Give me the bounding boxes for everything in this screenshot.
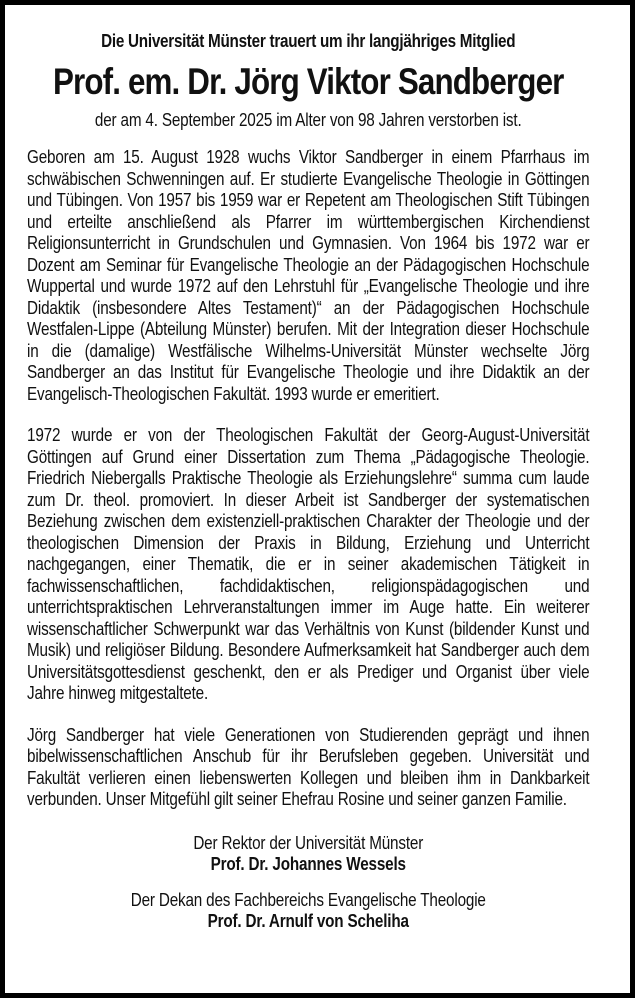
signature-dean bbox=[27, 890, 589, 932]
obituary-content bbox=[5, 5, 589, 932]
signature-role-rector: Der Rektor der Universität Münster bbox=[193, 832, 424, 853]
obituary-paragraph-2: 1972 wurde er von der Theologischen Fakultät der Georg-August-Universität Göttingen auf Grund einer Dissertation zum Thema „Pädagogische Theologie. Friedrich Niebergalls Praktische Theologie als Erziehungslehre“ summa cum laude zum Dr. theol. promoviert. In dieser Arbeit ist Sandberger der systematischen Beziehung zwischen dem existenziell-praktischen Charakter der Theologie und der theologischen Dimension der Praxis in Bildung, Erziehung und Unterricht nachgegangen, einer Thematik, die er in seiner akademischen Tätigkeit in fachwissenschaftlichen, fachdidaktischen, religionspädagogischen und unterrichtspraktischen Lehrveranstaltungen immer im Auge hatte. Ein weiterer wissenschaftlicher Schwerpunkt war das Verhältnis von Kunst (bildender Kunst und Musik) und religiöser Bildung. Besondere Aufmerksamkeit hat Sandberger auch dem Universitätsgottesdienst geschenkt, den er als Prediger und Organist über viele Jahre hinweg mitgestaltete. bbox=[27, 425, 590, 703]
death-date-line: der am 4. September 2025 im Alter von 98 Jahren verstorben ist. bbox=[94, 110, 522, 130]
signatures-block bbox=[27, 833, 589, 932]
signature-name-dean: Prof. Dr. Arnulf von Scheliha bbox=[207, 910, 409, 931]
intro-line: Die Universität Münster trauert um ihr langjähriges Mitglied bbox=[101, 31, 516, 51]
obituary-paragraph-3: Jörg Sandberger hat viele Generationen von Studierenden geprägt und ihnen bibelwissenschaftlichen Anschub für ihr Berufsleben gegeben. Universität und Fakultät verlieren einen liebenswerten Kollegen und bleiben ihm in Dankbarkeit verbunden. Unser Mitgefühl gilt seiner Ehefrau Rosine und seiner ganzen Familie. bbox=[27, 724, 590, 809]
signature-role-dean: Der Dekan des Fachbereichs Evangelische Theologie bbox=[130, 889, 486, 910]
deceased-name: Prof. em. Dr. Jörg Viktor Sandberger bbox=[52, 61, 564, 102]
signature-name-rector: Prof. Dr. Johannes Wessels bbox=[210, 853, 406, 874]
signature-rector bbox=[27, 833, 589, 875]
obituary-paragraph-1: Geboren am 15. August 1928 wuchs Viktor Sandberger in einem Pfarrhaus im schwäbischen Schwenningen auf. Er studierte Evangelische Theologie in Göttingen und Tübingen. Von 1957 bis 1959 war er Repetent am Theologischen Stift Tübingen und erteilte anschließend als Pfarrer im württembergischen Kirchendienst Religionsunterricht in Grundschulen und Gymnasien. Von 1964 bis 1972 war er Dozent am Seminar für Evangelische Theologie an der Pädagogischen Hochschule Wuppertal und wurde 1972 auf den Lehrstuhl für „Evangelische Theologie und ihre Didaktik (insbesondere Altes Testament)“ an der Pädagogischen Hochschule Westfalen-Lippe (Abteilung Münster) berufen. Mit der Integration dieser Hochschule in die (damalige) Westfälische Wilhelms-Universität Münster wechselte Jörg Sandberger an das Institut für Evangelische Theologie und ihre Didaktik an der Evangelisch-Theologischen Fakultät. 1993 wurde er emeritiert. bbox=[27, 147, 590, 404]
